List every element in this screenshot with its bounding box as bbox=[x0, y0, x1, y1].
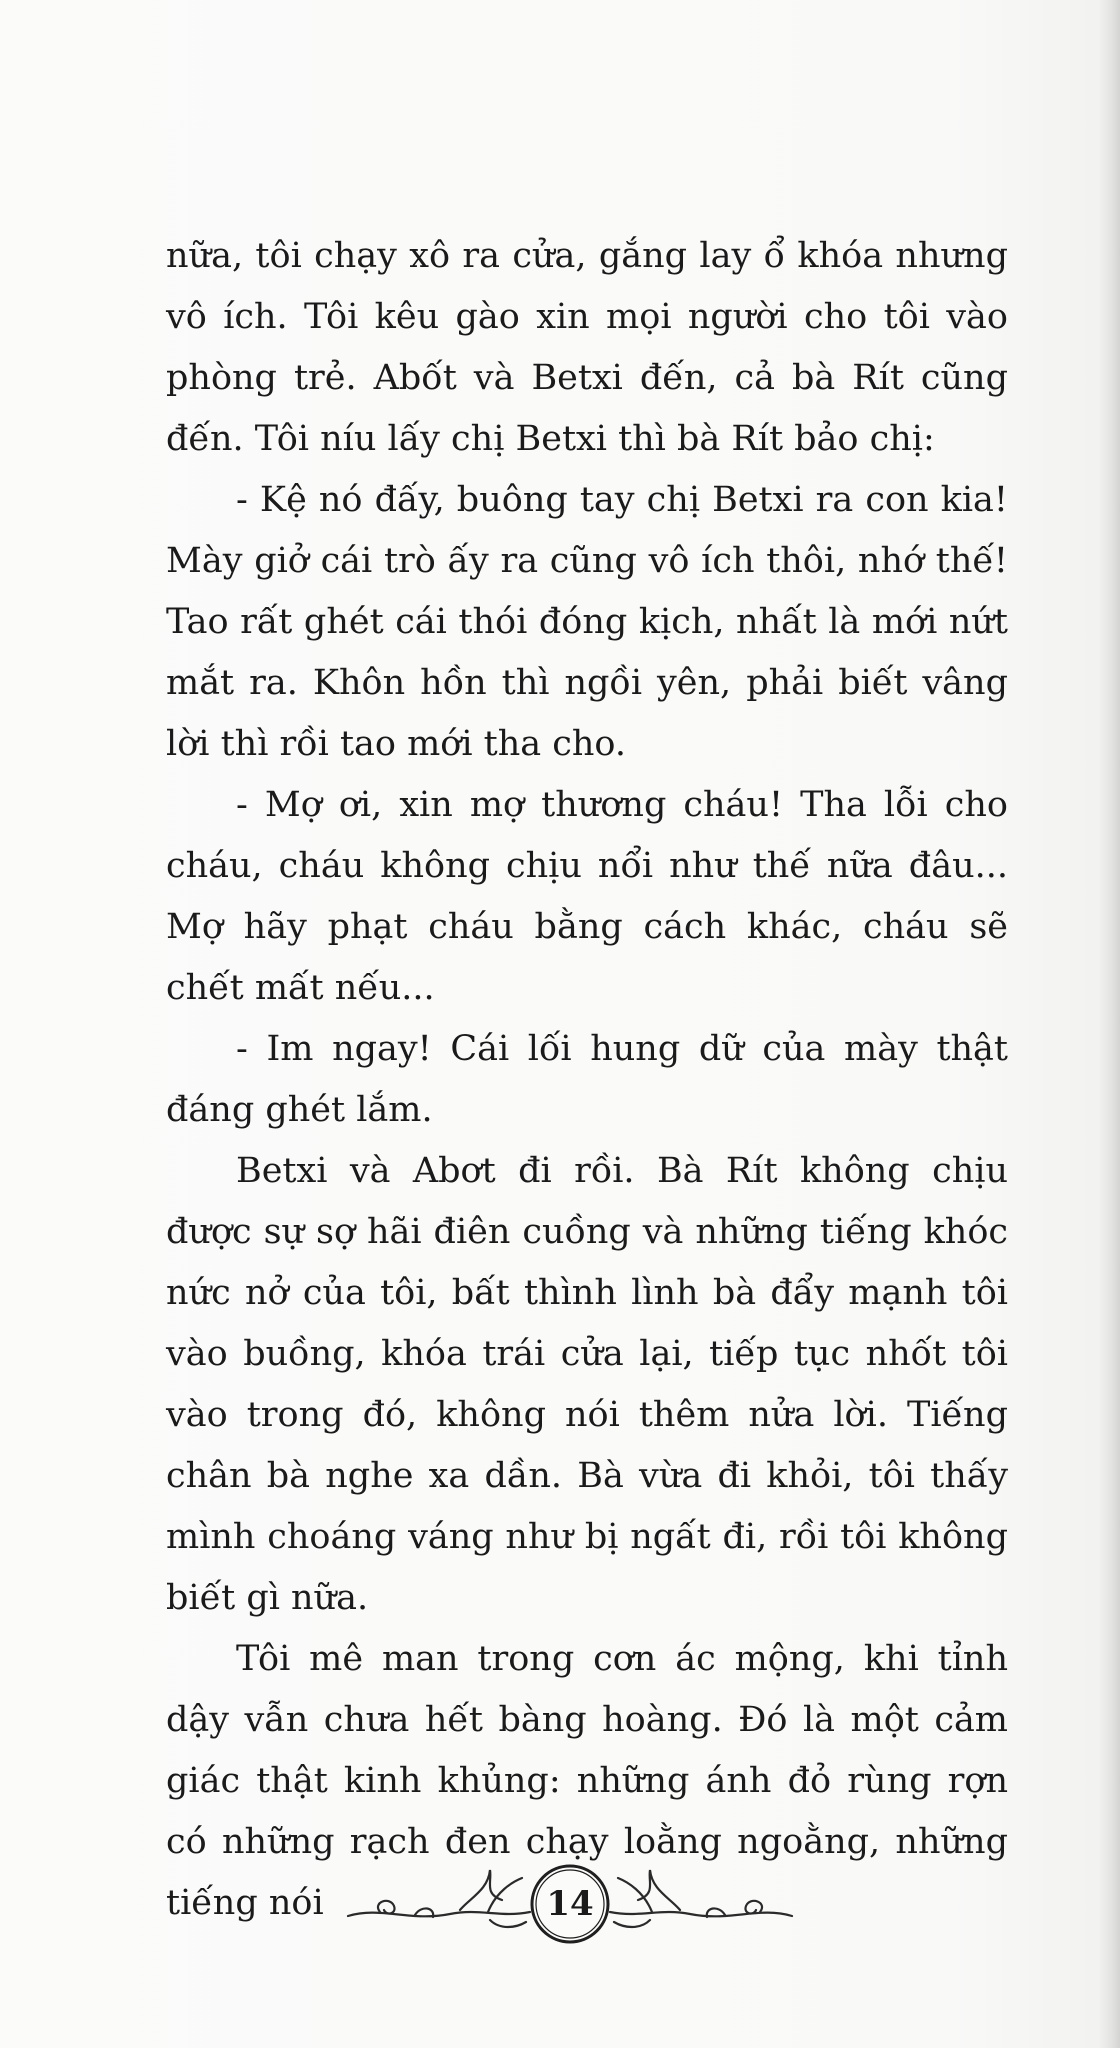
paragraph-5: Betxi và Abơt đi rồi. Bà Rít không chịu được sự sợ hãi điên cuồng và những tiếng khóc nức nở của tôi, bất thình lình bà đẩy mạnh tôi vào buồng, khóa trái cửa lại, tiếp tục nhốt tôi vào trong đó, không nói thêm nửa lời. Tiếng chân bà nghe xa dần. Bà vừa đi khỏi, tôi thấy mình choáng váng như bị ngất đi, rồi tôi không biết gì nữa. bbox=[166, 1151, 1008, 1618]
paragraph-4: - Im ngay! Cái lối hung dữ của mày thật đáng ghét lắm. bbox=[166, 1029, 1008, 1130]
paragraph-6: Tôi mê man trong cơn ác mộng, khi tỉnh dậy vẫn chưa hết bàng hoàng. Đó là một cảm giác thật kinh khủng: những ánh đỏ rùng rợn có những rạch đen chạy loằng ngoằng, những tiếng nói bbox=[166, 1639, 1008, 1923]
page-edge-shadow bbox=[1098, 0, 1120, 2048]
body-text bbox=[166, 226, 1008, 1934]
page-number: 14 bbox=[546, 1884, 594, 1924]
paragraph-1: nữa, tôi chạy xô ra cửa, gắng lay ổ khóa nhưng vô ích. Tôi kêu gào xin mọi người cho tôi vào phòng trẻ. Abốt và Betxi đến, cả bà Rít cũng đến. Tôi níu lấy chị Betxi thì bà Rít bảo chị: bbox=[166, 236, 1008, 459]
page-footer-ornament bbox=[340, 1860, 800, 1950]
paragraph-3: - Mợ ơi, xin mợ thương cháu! Tha lỗi cho cháu, cháu không chịu nổi như thế nữa đâu... Mợ hãy phạt cháu bằng cách khác, cháu sẽ chết mất nếu... bbox=[166, 785, 1008, 1008]
paragraph-2: - Kệ nó đấy, buông tay chị Betxi ra con kia! Mày giở cái trò ấy ra cũng vô ích thôi, nhớ thế! Tao rất ghét cái thói đóng kịch, nhất là mới nứt mắt ra. Khôn hồn thì ngồi yên, phải biết vâng lời thì rồi tao mới tha cho. bbox=[166, 480, 1008, 764]
